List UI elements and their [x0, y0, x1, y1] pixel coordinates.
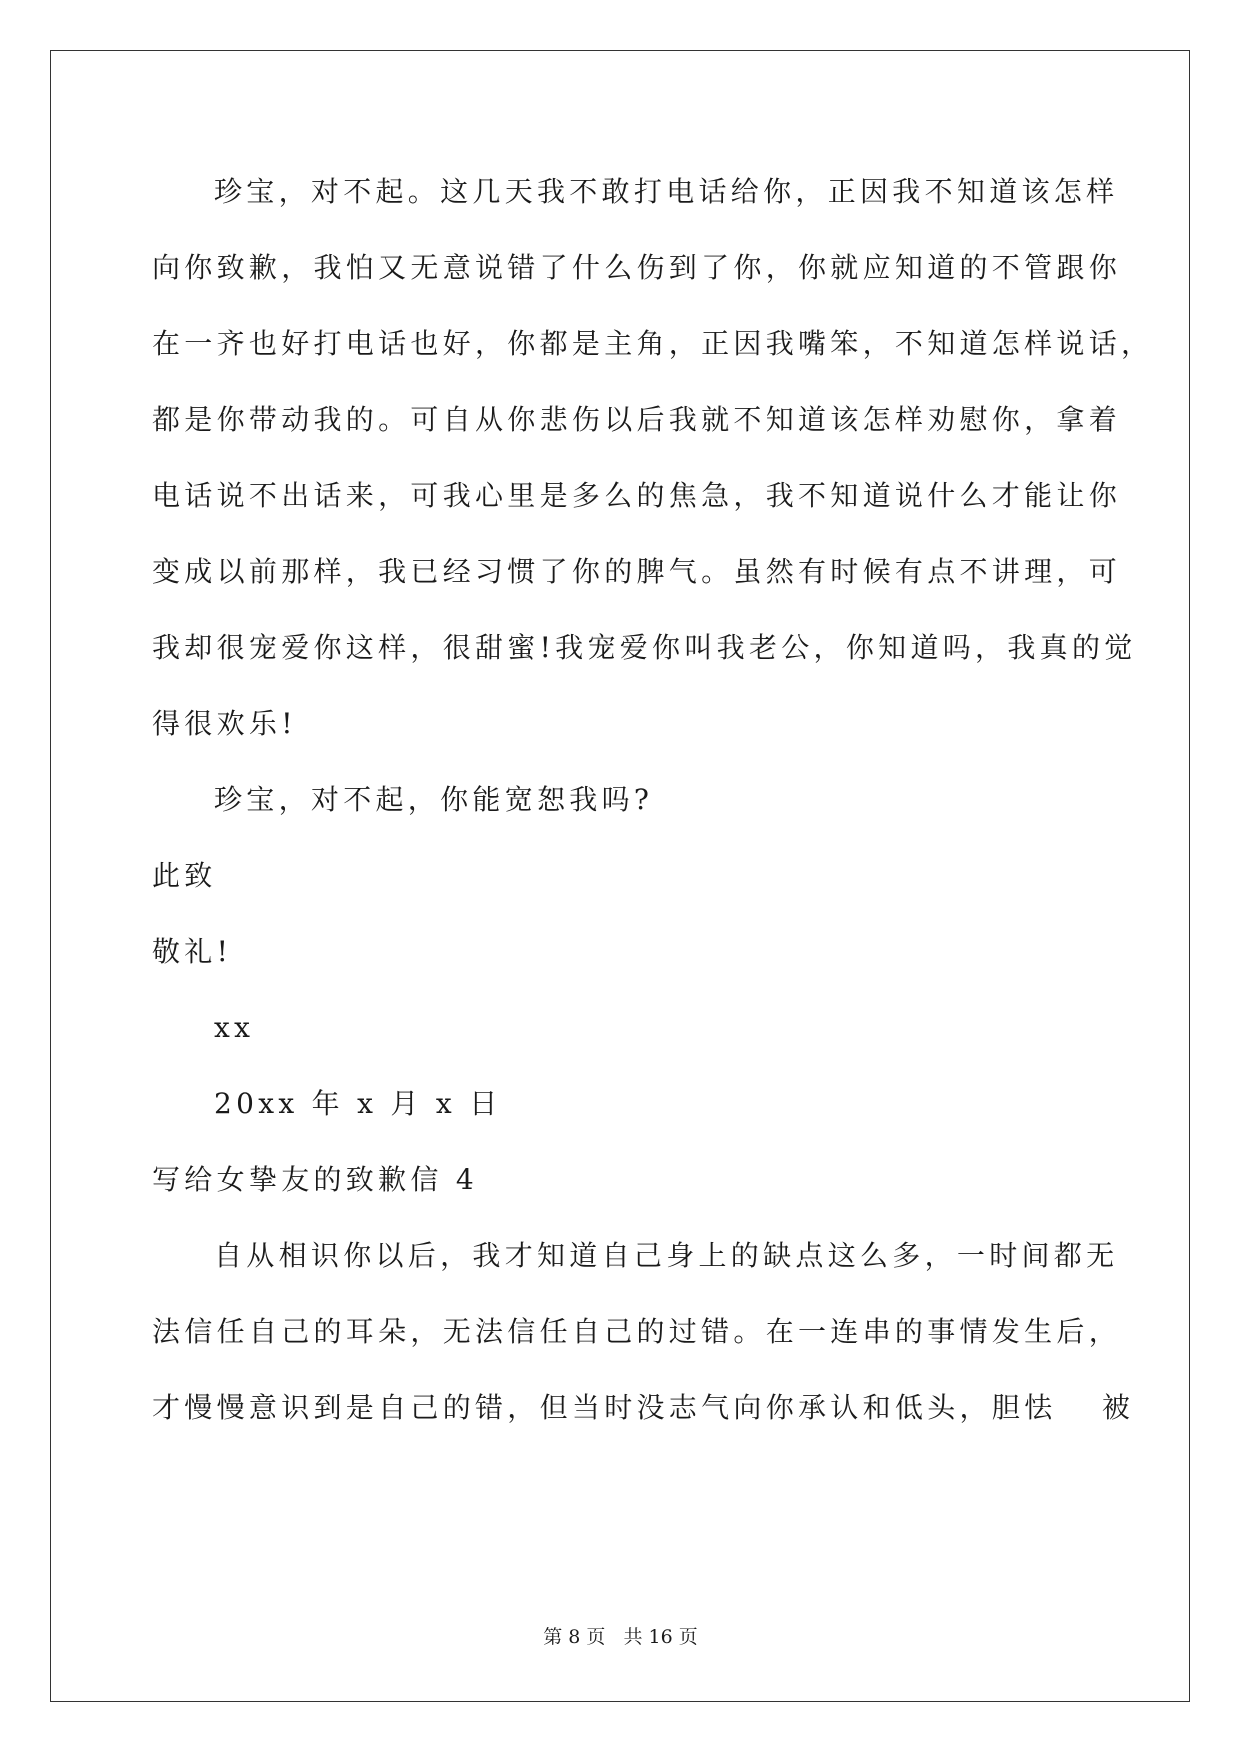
- paragraph-line: 都是你带动我的。可自从你悲伤以后我就不知道该怎样劝慰你，拿着: [152, 403, 1122, 436]
- paragraph-line: 珍宝，对不起，你能宽恕我吗?: [214, 783, 654, 816]
- paragraph-line: 在一齐也好打电话也好，你都是主角，正因我嘴笨，不知道怎样说话，: [152, 327, 1154, 360]
- page-footer: [0, 1625, 1241, 1649]
- paragraph-line: 得很欢乐!: [152, 707, 297, 740]
- section-heading: 写给女挚友的致歉信 4: [152, 1163, 479, 1196]
- closing-line: 敬礼!: [152, 935, 233, 968]
- paragraph-line: 变成以前那样，我已经习惯了你的脾气。虽然有时候有点不讲理，可: [152, 555, 1122, 588]
- paragraph-line: 向你致歉，我怕又无意说错了什么伤到了你，你就应知道的不管跟你: [152, 251, 1122, 284]
- paragraph-line: 我却很宠爱你这样，很甜蜜!我宠爱你叫我老公，你知道吗，我真的觉: [152, 631, 1137, 664]
- signature: xx: [214, 1011, 255, 1044]
- paragraph-line: 才慢慢意识到是自己的错，但当时没志气向你承认和低头，胆怯 被: [152, 1391, 1135, 1424]
- paragraph-line: 法信任自己的耳朵，无法信任自己的过错。在一连串的事情发生后，: [152, 1315, 1122, 1348]
- total-pages: 共 16 页: [623, 1626, 698, 1648]
- date-line: 20xx 年 x 月 x 日: [214, 1087, 502, 1120]
- paragraph-line: 自从相识你以后，我才知道自己身上的缺点这么多，一时间都无: [214, 1239, 1119, 1272]
- page-number: 第 8 页: [543, 1626, 606, 1648]
- paragraph-line: 珍宝，对不起。这几天我不敢打电话给你，正因我不知道该怎样: [214, 175, 1119, 208]
- closing-line: 此致: [152, 859, 217, 892]
- paragraph-line: 电话说不出话来，可我心里是多么的焦急，我不知道说什么才能让你: [152, 479, 1122, 512]
- page-border: [50, 50, 1190, 1702]
